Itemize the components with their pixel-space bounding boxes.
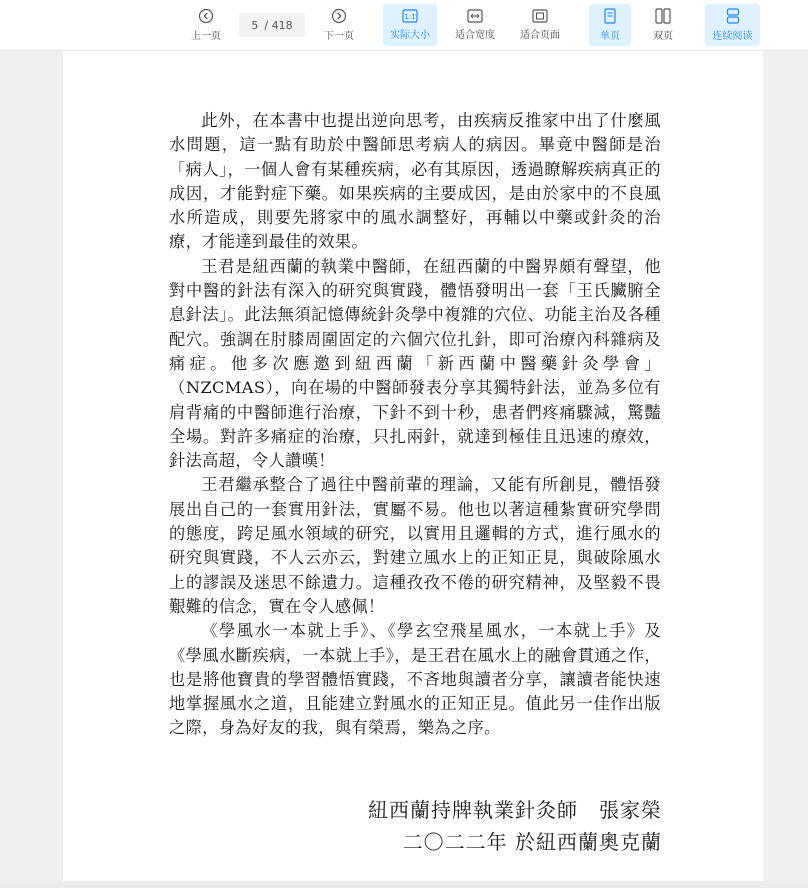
signature-author: 紐西蘭持牌執業針灸師 張家榮 xyxy=(368,798,662,822)
svg-text:1:1: 1:1 xyxy=(404,13,416,21)
paragraph-3: 王君繼承整合了過往中醫前輩的理論，又能有所創見，體悟發展出自己的一套實用針法，實屬不易。他也以著這種紮實研究學問的態度，跨足風水領域的研究，以實用且邏輯的方式，進行風水的研究與實踐，不人云亦云，對建立風水上的正知正見，與破除風水上的謬誤及迷思不餘遺力。這種孜孜不倦的研究精神，及堅毅不畏艱難的信念，實在令人感佩！ xyxy=(169,475,661,616)
prev-page-label: 上一页 xyxy=(191,31,221,42)
fit-page-label: 适合页面 xyxy=(520,30,560,41)
single-page-button[interactable] xyxy=(589,4,631,46)
next-page-edge xyxy=(0,881,808,888)
actual-size-icon xyxy=(402,9,418,23)
signature-date-place: 二〇二二年 於紐西蘭奧克蘭 xyxy=(402,830,662,854)
fit-width-button[interactable] xyxy=(449,4,501,46)
total-pages: / 418 xyxy=(264,18,293,32)
fit-width-icon xyxy=(467,9,483,23)
continuous-reading-button[interactable] xyxy=(705,4,760,46)
current-page[interactable]: 5 xyxy=(251,18,259,32)
paragraph-2: 王君是紐西蘭的執業中醫師，在紐西蘭的中醫界頗有聲望，他對中醫的針法有深入的研究與實踐，體悟發明出一套「王氏臟腑全息針法」。此法無須記憶傳統針灸學中複雜的穴位、功能主治及各種配穴。強調在肘膝周圍固定的六個穴位扎針，即可治療內科雜病及痛症。他多次應邀到紐西蘭「新西蘭中醫藥針灸學會」（NZCMAS），向在場的中醫師發表分享其獨特針法，並為多位有肩背痛的中醫師進行治療，下針不到十秒，患者們疼痛驟減，驚豔全場。對許多痛症的治療，只扎兩針，就達到極佳且迅速的療效，針法高超，令人讚嘆！ xyxy=(169,256,661,471)
actual-size-button[interactable] xyxy=(383,4,437,46)
page-number-field[interactable] xyxy=(239,13,305,37)
double-page-button[interactable] xyxy=(642,4,684,46)
reader-toolbar xyxy=(0,0,808,51)
continuous-scroll-icon xyxy=(726,8,740,24)
fit-page-button[interactable] xyxy=(514,4,566,46)
fit-width-label: 适合宽度 xyxy=(455,30,495,41)
single-page-label: 单页 xyxy=(600,31,620,42)
prev-page-button[interactable] xyxy=(184,4,228,46)
fit-page-icon xyxy=(532,9,548,23)
chevron-right-circle-icon xyxy=(331,8,347,24)
chevron-left-circle-icon xyxy=(198,8,214,24)
paragraph-1: 此外，在本書中也提出逆向思考，由疾病反推家中出了什麼風水問題，這一點有助於中醫師思考病人的病因。畢竟中醫師是治「病人」，一個人會有某種疾病，必有其原因，透過瞭解疾病真正的成因，才能對症下藥。如果疾病的主要成因，是由於家中的不良風水所造成，則要先將家中的風水調整好，再輔以中藥或針灸的治療，才能達到最佳的效果。 xyxy=(169,111,661,252)
next-page-label: 下一页 xyxy=(324,31,354,42)
document-page xyxy=(63,51,763,881)
next-page-button[interactable] xyxy=(317,4,361,46)
paragraph-4: 《學風水一本就上手》、《學玄空飛星風水，一本就上手》及《學風水斷疾病，一本就上手》，是王君在風水上的融會貫通之作，也是將他寶貴的學習體悟實踐，不吝地與讀者分享，讓讀者能快速地掌握風水之道，且能建立對風水的正知正見。值此另一佳作出版之際，身為好友的我，與有榮焉，樂為之序。 xyxy=(169,621,661,738)
double-page-icon xyxy=(655,8,671,24)
continuous-reading-label: 连续阅读 xyxy=(712,31,753,42)
actual-size-label: 实际大小 xyxy=(390,30,430,41)
page-body xyxy=(169,109,661,741)
single-page-icon xyxy=(603,8,617,24)
double-page-label: 双页 xyxy=(653,31,673,42)
